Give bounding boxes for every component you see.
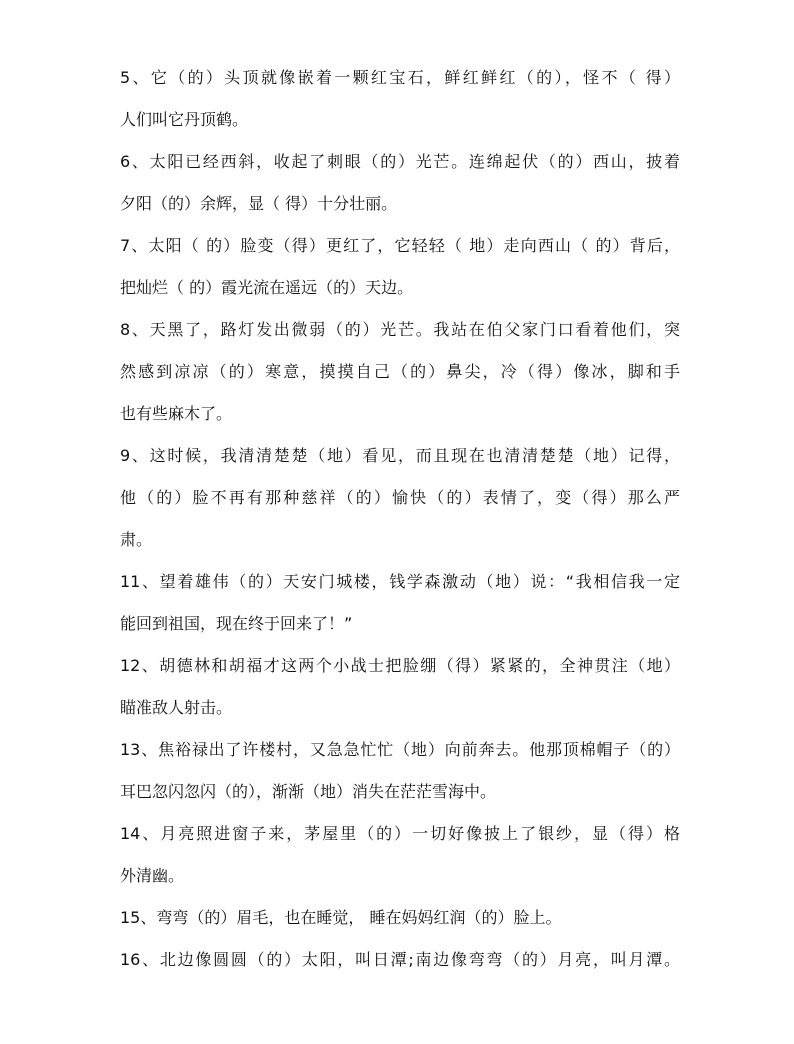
text-line: 耳巴忽闪忽闪（的），渐渐（地）消失在茫茫雪海中。 xyxy=(120,782,497,801)
text-line: 然感到凉凉（的）寒意，摸摸自己（的）鼻尖，冷（得）像冰，脚和手 xyxy=(120,362,680,381)
text-line: 把灿烂（ 的）霞光流在遥远（的）天边。 xyxy=(120,278,414,297)
text-line: 13、焦裕禄出了许楼村，又急急忙忙（地）向前奔去。他那顶棉帽子（的） xyxy=(120,740,680,759)
text-line: 也有些麻木了。 xyxy=(120,404,233,423)
text-line: 14、月亮照进窗子来，茅屋里（的）一切好像披上了银纱，显（得）格 xyxy=(120,824,680,843)
text-line: 15、弯弯（的）眉毛，也在睡觉， 睡在妈妈红润（的）脸上。 xyxy=(120,908,562,927)
text-line: 16、北边像圆圆（的）太阳，叫日潭;南边像弯弯（的）月亮，叫月潭。 xyxy=(120,950,680,969)
text-line: 夕阳（的）余辉，显（ 得）十分壮丽。 xyxy=(120,194,398,213)
text-line: 12、胡德林和胡福才这两个小战士把脸绷（得）紧紧的，全神贯注（地） xyxy=(120,656,680,675)
text-line: 11、望着雄伟（的）天安门城楼，钱学森激动（地）说：“我相信我一定 xyxy=(120,572,680,591)
text-line: 他（的）脸不再有那种慈祥（的）愉快（的）表情了，变（得）那么严 xyxy=(120,488,680,507)
text-line: 7、太阳（ 的）脸变（得）更红了，它轻轻（ 地）走向西山（ 的）背后， xyxy=(120,236,680,255)
text-line: 5、它（的）头顶就像嵌着一颗红宝石，鲜红鲜红（的），怪不（ 得） xyxy=(120,68,680,87)
text-line: 6、太阳已经西斜，收起了刺眼（的）光芒。连绵起伏（的）西山，披着 xyxy=(120,152,680,171)
text-line: 9、这时候，我清清楚楚（地）看见，而且现在也清清楚楚（地）记得， xyxy=(120,446,680,465)
text-line: 人们叫它丹顶鹤。 xyxy=(120,110,249,129)
text-line: 能回到祖国，现在终于回来了！” xyxy=(120,614,353,633)
text-line: 外清幽。 xyxy=(120,866,185,885)
text-line: 瞄准敌人射击。 xyxy=(120,698,233,717)
text-line: 肃。 xyxy=(120,530,153,549)
text-line: 8、天黑了，路灯发出微弱（的）光芒。我站在伯父家门口看着他们，突 xyxy=(120,320,680,339)
